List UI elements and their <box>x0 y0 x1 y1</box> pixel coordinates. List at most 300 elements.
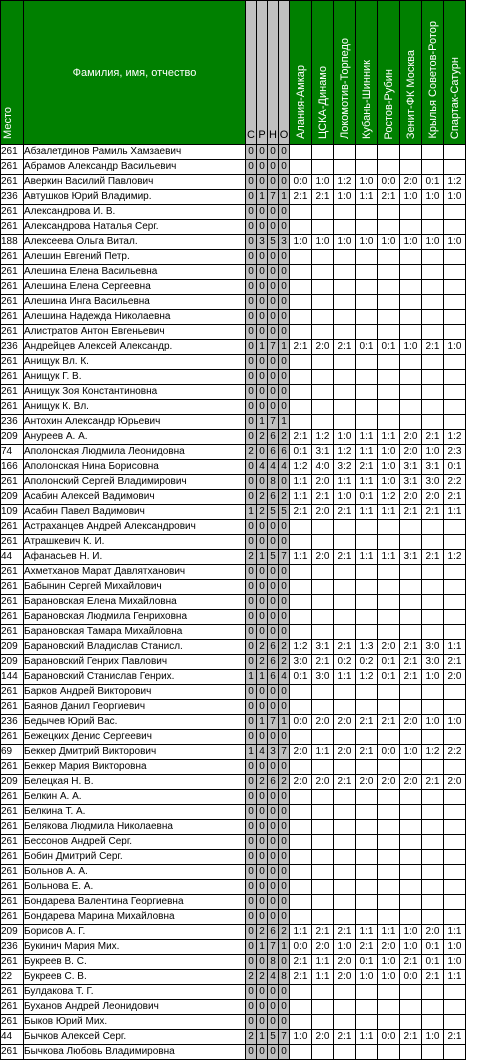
prediction-cell: 1:0 <box>378 445 400 460</box>
prediction-cell <box>312 880 334 895</box>
prediction-cell: 2:2 <box>444 475 466 490</box>
stat-cell: 7 <box>279 550 290 565</box>
prediction-cell <box>378 835 400 850</box>
prediction-cell <box>422 520 444 535</box>
table-row <box>1 160 466 175</box>
prediction-cell <box>444 1000 466 1015</box>
prediction-cell <box>378 370 400 385</box>
prediction-cell <box>422 220 444 235</box>
prediction-cell <box>334 310 356 325</box>
stat-cell: 0 <box>279 265 290 280</box>
place-cell: 209 <box>1 640 24 655</box>
prediction-cell: 3:0 <box>290 655 312 670</box>
stat-cell: 0 <box>257 895 268 910</box>
stat-cell: 0 <box>257 250 268 265</box>
prediction-cell <box>334 355 356 370</box>
participant-name: Афанасьев Н. И. <box>24 550 246 565</box>
prediction-cell <box>444 415 466 430</box>
prediction-cell <box>444 685 466 700</box>
participant-name: Ахметханов Марат Давлятханович <box>24 565 246 580</box>
prediction-cell <box>400 535 422 550</box>
prediction-cell <box>312 1015 334 1030</box>
prediction-cell <box>356 205 378 220</box>
stat-cell: 0 <box>246 385 257 400</box>
prediction-cell <box>378 850 400 865</box>
prediction-cell: 0:0 <box>290 175 312 190</box>
stat-cell: 0 <box>246 910 257 925</box>
place-cell: 261 <box>1 265 24 280</box>
table-row <box>1 925 466 940</box>
prediction-cell <box>378 385 400 400</box>
prediction-cell <box>444 835 466 850</box>
stat-cell: 0 <box>268 1015 279 1030</box>
prediction-cell <box>334 415 356 430</box>
participant-name: Аполонская Людмила Леонидовна <box>24 445 246 460</box>
prediction-cell <box>356 370 378 385</box>
prediction-cell <box>400 220 422 235</box>
table-row <box>1 280 466 295</box>
prediction-cell: 2:1 <box>400 1030 422 1045</box>
prediction-cell: 3:2 <box>334 460 356 475</box>
stat-cell: 0 <box>257 370 268 385</box>
stat-cell: 6 <box>268 925 279 940</box>
prediction-cell <box>444 400 466 415</box>
prediction-cell <box>400 730 422 745</box>
stat-cell: 0 <box>257 475 268 490</box>
table-row <box>1 205 466 220</box>
participant-name: Больнов А. А. <box>24 865 246 880</box>
prediction-cell <box>422 355 444 370</box>
prediction-cell: 2:1 <box>400 655 422 670</box>
prediction-cell: 1:0 <box>400 235 422 250</box>
place-cell: 261 <box>1 295 24 310</box>
prediction-cell <box>378 1000 400 1015</box>
prediction-cell: 1:0 <box>334 940 356 955</box>
prediction-cell <box>444 370 466 385</box>
prediction-cell <box>422 205 444 220</box>
place-cell: 261 <box>1 1000 24 1015</box>
participant-name: Анищук Зоя Константиновна <box>24 385 246 400</box>
table-row <box>1 490 466 505</box>
prediction-cell: 2:0 <box>422 925 444 940</box>
stat-cell: 4 <box>279 670 290 685</box>
table-row <box>1 520 466 535</box>
stat-cell: 0 <box>246 325 257 340</box>
table-row <box>1 790 466 805</box>
prediction-cell <box>290 1045 312 1060</box>
prediction-cell: 2:1 <box>356 940 378 955</box>
prediction-cell <box>334 1000 356 1015</box>
table-row <box>1 1045 466 1060</box>
stat-cell: 4 <box>257 745 268 760</box>
prediction-cell <box>312 385 334 400</box>
prediction-cell: 2:2 <box>444 745 466 760</box>
prediction-cell <box>378 625 400 640</box>
place-cell: 209 <box>1 490 24 505</box>
prediction-cell <box>334 1045 356 1060</box>
stat-cell: 2 <box>257 430 268 445</box>
prediction-cell <box>334 250 356 265</box>
prediction-cell <box>312 790 334 805</box>
prediction-cell <box>422 895 444 910</box>
table-row <box>1 145 466 160</box>
stat-cell: 2 <box>279 430 290 445</box>
prediction-cell: 1:0 <box>400 190 422 205</box>
stat-cell: 0 <box>257 205 268 220</box>
prediction-cell <box>334 1015 356 1030</box>
prediction-cell <box>422 1015 444 1030</box>
prediction-cell <box>356 880 378 895</box>
prediction-cell <box>378 595 400 610</box>
stat-cell: 0 <box>257 445 268 460</box>
prediction-cell <box>312 895 334 910</box>
prediction-cell <box>356 835 378 850</box>
prediction-cell <box>334 265 356 280</box>
participant-name: Быков Юрий Мих. <box>24 1015 246 1030</box>
prediction-cell <box>290 310 312 325</box>
prediction-cell: 2:1 <box>334 505 356 520</box>
prediction-cell <box>422 565 444 580</box>
stat-cell: 0 <box>279 1000 290 1015</box>
stat-cell: 0 <box>246 805 257 820</box>
prediction-cell <box>378 145 400 160</box>
prediction-cell <box>400 805 422 820</box>
prediction-cell <box>312 370 334 385</box>
stat-cell: 0 <box>268 910 279 925</box>
table-row <box>1 655 466 670</box>
prediction-cell <box>312 1045 334 1060</box>
prediction-cell: 2:1 <box>422 430 444 445</box>
prediction-cell: 2:0 <box>312 775 334 790</box>
table-row <box>1 580 466 595</box>
prediction-cell: 3:1 <box>400 475 422 490</box>
prediction-cell <box>444 355 466 370</box>
prediction-cell: 2:1 <box>400 640 422 655</box>
prediction-cell <box>312 250 334 265</box>
prediction-cell: 1:0 <box>400 745 422 760</box>
stat-cell: 0 <box>268 565 279 580</box>
prediction-cell <box>422 1000 444 1015</box>
participant-name: Бессонов Андрей Серг. <box>24 835 246 850</box>
stat-cell: 0 <box>279 520 290 535</box>
prediction-cell: 2:0 <box>334 745 356 760</box>
prediction-cell: 2:0 <box>290 775 312 790</box>
stat-cell: 0 <box>279 145 290 160</box>
prediction-cell <box>422 685 444 700</box>
stat-cell: 0 <box>268 850 279 865</box>
participant-name: Бежецких Денис Сергеевич <box>24 730 246 745</box>
prediction-cell: 2:1 <box>444 1030 466 1045</box>
prediction-cell <box>378 865 400 880</box>
participant-name: Анищук К. Вл. <box>24 400 246 415</box>
stat-cell: 2 <box>246 970 257 985</box>
place-cell: 144 <box>1 670 24 685</box>
prediction-cell: 2:0 <box>312 340 334 355</box>
stat-cell: 7 <box>268 940 279 955</box>
stat-cell: 1 <box>257 415 268 430</box>
stat-cell: 5 <box>279 505 290 520</box>
prediction-cell <box>356 160 378 175</box>
prediction-cell: 1:1 <box>334 670 356 685</box>
stat-cell: 0 <box>279 355 290 370</box>
stat-cell: 0 <box>257 400 268 415</box>
prediction-cell <box>444 205 466 220</box>
prediction-cell <box>290 370 312 385</box>
prediction-cell <box>444 1045 466 1060</box>
place-cell: 236 <box>1 940 24 955</box>
stat-cell: 0 <box>246 580 257 595</box>
prediction-cell: 2:1 <box>400 505 422 520</box>
prediction-cell: 1:1 <box>444 925 466 940</box>
prediction-cell: 2:0 <box>400 445 422 460</box>
match-header-8 <box>444 1 466 145</box>
prediction-cell <box>312 805 334 820</box>
stat-cell: 1 <box>279 940 290 955</box>
prediction-cell: 1:0 <box>444 940 466 955</box>
prediction-cell <box>334 625 356 640</box>
prediction-cell: 1:2 <box>378 490 400 505</box>
table-row <box>1 355 466 370</box>
place-cell: 236 <box>1 415 24 430</box>
prediction-cell <box>334 730 356 745</box>
prediction-cell: 1:2 <box>334 445 356 460</box>
prediction-cell <box>290 880 312 895</box>
prediction-cell: 1:0 <box>422 190 444 205</box>
prediction-cell <box>312 265 334 280</box>
stat-cell: 0 <box>257 310 268 325</box>
prediction-cell: 1:0 <box>356 235 378 250</box>
table-row <box>1 895 466 910</box>
prediction-cell: 2:1 <box>334 1030 356 1045</box>
participant-name: Автушков Юрий Владимир. <box>24 190 246 205</box>
prediction-cell <box>290 820 312 835</box>
prediction-cell <box>378 700 400 715</box>
prediction-cell: 2:3 <box>444 445 466 460</box>
prediction-cell <box>444 565 466 580</box>
stat-cell: 0 <box>268 400 279 415</box>
stat-cell: 0 <box>246 370 257 385</box>
participant-name: Асабин Алексей Вадимович <box>24 490 246 505</box>
table-row <box>1 505 466 520</box>
stat-cell: 4 <box>257 460 268 475</box>
prediction-cell <box>422 835 444 850</box>
stat-cell: 0 <box>257 160 268 175</box>
prediction-cell <box>356 295 378 310</box>
prediction-cell <box>378 910 400 925</box>
stat-cell: 0 <box>257 880 268 895</box>
prediction-cell <box>422 145 444 160</box>
participant-name: Алистратов Антон Евгеньевич <box>24 325 246 340</box>
prediction-cell <box>356 820 378 835</box>
prediction-cell <box>400 580 422 595</box>
stat-cell: 0 <box>268 160 279 175</box>
place-cell: 261 <box>1 730 24 745</box>
prediction-cell: 2:1 <box>312 490 334 505</box>
table-row <box>1 250 466 265</box>
stat-cell: 0 <box>279 400 290 415</box>
stat-cell: 0 <box>246 145 257 160</box>
prediction-cell <box>400 370 422 385</box>
stat-cell: 2 <box>257 970 268 985</box>
place-cell: 261 <box>1 355 24 370</box>
stat-cell: 1 <box>257 190 268 205</box>
prediction-cell <box>400 145 422 160</box>
prediction-cell <box>290 205 312 220</box>
stat-cell: 0 <box>279 295 290 310</box>
stat-cell: 1 <box>246 670 257 685</box>
prediction-cell <box>422 700 444 715</box>
prediction-cell: 2:0 <box>312 505 334 520</box>
stat-cell: 0 <box>268 1045 279 1060</box>
match-header-2 <box>312 1 334 145</box>
prediction-cell: 1:0 <box>444 715 466 730</box>
stat-cell: 7 <box>279 1030 290 1045</box>
prediction-cell <box>334 205 356 220</box>
stat-cell: 0 <box>257 325 268 340</box>
prediction-cell: 2:0 <box>334 715 356 730</box>
table-row <box>1 940 466 955</box>
prediction-cell <box>378 880 400 895</box>
prediction-cell: 0:0 <box>378 1030 400 1045</box>
table-row <box>1 775 466 790</box>
stat-cell: 0 <box>246 220 257 235</box>
stat-cell: 2 <box>246 1030 257 1045</box>
participant-name: Буханов Андрей Леонидович <box>24 1000 246 1015</box>
stat-cell: 0 <box>268 325 279 340</box>
prediction-cell: 3:1 <box>312 445 334 460</box>
prediction-cell <box>356 685 378 700</box>
prediction-cell: 1:1 <box>356 475 378 490</box>
participant-name: Бычков Алексей Серг. <box>24 1030 246 1045</box>
place-cell: 261 <box>1 760 24 775</box>
table-row <box>1 1015 466 1030</box>
prediction-cell <box>444 325 466 340</box>
prediction-cell <box>356 220 378 235</box>
stat-cell: 0 <box>246 490 257 505</box>
prediction-cell: 2:1 <box>334 640 356 655</box>
table-row <box>1 535 466 550</box>
prediction-cell: 2:1 <box>422 550 444 565</box>
stat-cell: 2 <box>246 550 257 565</box>
prediction-cell: 2:0 <box>312 1030 334 1045</box>
stat-cell: 0 <box>257 835 268 850</box>
stat-cell: 0 <box>246 565 257 580</box>
place-cell: 236 <box>1 715 24 730</box>
prediction-cell <box>422 625 444 640</box>
stat-cell: 6 <box>268 490 279 505</box>
prediction-cell <box>378 310 400 325</box>
stat-cell: 0 <box>257 580 268 595</box>
stat-cell: 6 <box>279 445 290 460</box>
prediction-cell <box>334 685 356 700</box>
prediction-cell: 1:1 <box>378 505 400 520</box>
stat-cell: 0 <box>246 955 257 970</box>
prediction-cell <box>422 535 444 550</box>
prediction-cell <box>400 265 422 280</box>
prediction-cell <box>422 760 444 775</box>
prediction-cell: 1:0 <box>378 460 400 475</box>
prediction-cell <box>378 280 400 295</box>
participant-name: Барановская Людмила Генриховна <box>24 610 246 625</box>
stat-cell: 1 <box>257 670 268 685</box>
match-header-3 <box>334 1 356 145</box>
stat-cell: 6 <box>268 655 279 670</box>
participant-name: Барановская Тамара Михайловна <box>24 625 246 640</box>
stat-cell: 0 <box>268 685 279 700</box>
stat-cell: 0 <box>268 895 279 910</box>
prediction-cell: 0:0 <box>290 940 312 955</box>
place-cell: 209 <box>1 430 24 445</box>
prediction-cell <box>334 160 356 175</box>
prediction-cell: 0:2 <box>356 655 378 670</box>
stat-cell: 0 <box>279 790 290 805</box>
participant-name: Барановская Елена Михайловна <box>24 595 246 610</box>
prediction-cell <box>444 760 466 775</box>
prediction-cell: 2:0 <box>334 955 356 970</box>
prediction-cell <box>378 1015 400 1030</box>
place-cell: 209 <box>1 655 24 670</box>
stat-cell: 3 <box>257 235 268 250</box>
stat-cell: 0 <box>257 910 268 925</box>
place-cell: 69 <box>1 745 24 760</box>
stat-cell: 0 <box>257 1045 268 1060</box>
prediction-cell: 0:1 <box>422 175 444 190</box>
table-row <box>1 550 466 565</box>
stat-cell: 6 <box>268 445 279 460</box>
prediction-cell: 2:1 <box>290 970 312 985</box>
stat-cell: 6 <box>268 640 279 655</box>
prediction-cell <box>444 865 466 880</box>
participant-name: Бобин Дмитрий Серг. <box>24 850 246 865</box>
participant-name: Бондарева Марина Михайловна <box>24 910 246 925</box>
prediction-cell <box>378 895 400 910</box>
prediction-cell <box>378 565 400 580</box>
prediction-cell: 1:1 <box>290 925 312 940</box>
prediction-cell <box>422 580 444 595</box>
prediction-cell <box>444 145 466 160</box>
prediction-cell: 2:1 <box>312 190 334 205</box>
stat-cell: 2 <box>279 775 290 790</box>
participant-name: Барановский Станислав Генрих. <box>24 670 246 685</box>
table-row <box>1 475 466 490</box>
prediction-cell <box>378 295 400 310</box>
prediction-cell <box>444 910 466 925</box>
prediction-cell <box>378 325 400 340</box>
stat-cell: 0 <box>268 835 279 850</box>
prediction-cell: 3:1 <box>312 640 334 655</box>
prediction-cell <box>444 535 466 550</box>
prediction-cell <box>334 280 356 295</box>
prediction-cell <box>334 910 356 925</box>
stat-cell: 2 <box>279 640 290 655</box>
stat-cell: 0 <box>246 775 257 790</box>
prediction-cell: 1:0 <box>400 340 422 355</box>
stat-cell: 0 <box>257 145 268 160</box>
stat-cell: 0 <box>246 940 257 955</box>
table-row <box>1 850 466 865</box>
stat-cell: 5 <box>268 505 279 520</box>
prediction-cell: 1:2 <box>334 175 356 190</box>
prediction-cell <box>290 265 312 280</box>
stat-cell: 0 <box>246 790 257 805</box>
table-row <box>1 985 466 1000</box>
prediction-cell <box>422 730 444 745</box>
prediction-cell <box>444 610 466 625</box>
prediction-cell <box>400 865 422 880</box>
prediction-cell <box>444 895 466 910</box>
match-header-label: Спартак-Сатурн <box>448 56 461 139</box>
name-header-label: Фамилия, имя, отчество <box>72 66 197 79</box>
